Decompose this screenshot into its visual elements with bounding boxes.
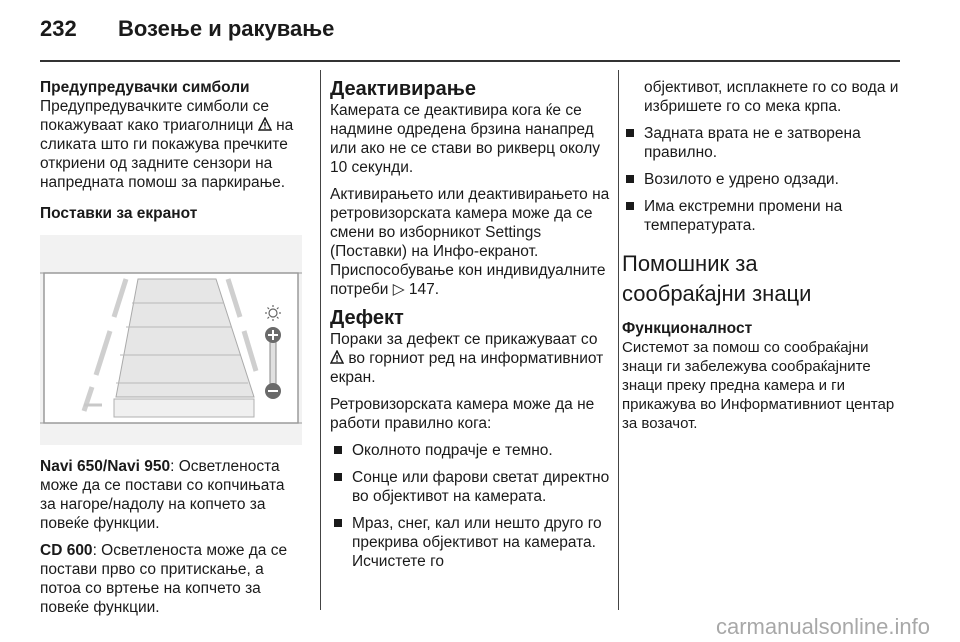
- square-bullet-icon: [626, 129, 634, 137]
- warning-symbols-heading: Предупредувачки симболи: [40, 79, 250, 96]
- functionality-text: Системот за помош со сообраќајни знаци ги забележува сообраќајните знаци преку предна камера и ги прикажува во Информативниот центар за возачот.: [622, 339, 895, 432]
- fault-text: Пораки за дефект се прикажуваат со во горниот ред на информативниот екран.: [330, 331, 604, 386]
- page-reference-arrow-icon: ▷: [392, 281, 405, 298]
- column-divider: [320, 70, 321, 610]
- square-bullet-icon: [334, 519, 342, 527]
- header-rule: [40, 60, 900, 62]
- page-number: 232: [40, 16, 77, 41]
- list-item: Сонце или фарови светат директно во објективот на камерата.: [330, 468, 610, 506]
- activation-text: Активирањето или деактивирањето на ретровизорската камера може да се смени во изборникот Settings (Поставки) на Инфо-екранот. Приспособување кон индивидуалните потреби ▷ 147.: [330, 186, 610, 298]
- rear-camera-display-graphic: [40, 235, 302, 445]
- page-header: [40, 12, 920, 52]
- section-title: Помошник за сообраќајни знаци: [622, 251, 812, 306]
- deactivation-heading: Деактивирање: [330, 78, 477, 100]
- column-2: [330, 78, 610, 579]
- fault-intro: Ретровизорската камера може да не работи правилно кога:: [330, 396, 595, 432]
- square-bullet-icon: [334, 473, 342, 481]
- page-reference-link[interactable]: 147.: [408, 281, 440, 298]
- list-item: Мраз, снег, кал или нешто друго го прекрива објективот на камерата. Исчистете го: [330, 514, 610, 571]
- watermark: carmanualsonline.info: [715, 614, 930, 639]
- fault-conditions-list: [330, 441, 610, 571]
- navi-brightness-text: Navi 650/Navi 950: Осветленоста може да се постави со копчињата за нагоре/надолу на копчето за повеќе функции.: [40, 458, 285, 532]
- page-title: Возење и ракување: [118, 16, 335, 41]
- continued-text: објективот, исплакнете го со вода и избришете го со мека крпа.: [644, 79, 899, 115]
- warning-triangle-icon: [258, 117, 272, 131]
- fault-conditions-list-continued: [622, 124, 912, 235]
- column-divider: [618, 70, 619, 610]
- column-1: [40, 78, 302, 625]
- functionality-heading: Функционалност: [622, 320, 753, 337]
- square-bullet-icon: [626, 175, 634, 183]
- list-item: Задната врата не е затворена правилно.: [622, 124, 912, 162]
- square-bullet-icon: [626, 202, 634, 210]
- list-item: Возилото е удрено одзади.: [622, 170, 912, 189]
- deactivation-text: Камерата се деактивира кога ќе се надмине одредена брзина нанапред или ако не се стави во рикверц околу 10 секунди.: [330, 102, 601, 176]
- warning-triangle-icon: [330, 350, 344, 364]
- warning-symbols-text: Предупредувачките симболи се покажуваат како триаголници на сликата што ги покажува пречките откриени од задните сензори на напредната помош за паркирање.: [40, 98, 294, 191]
- fault-heading: Дефект: [330, 307, 404, 329]
- list-item: Околното подрачје е темно.: [330, 441, 610, 460]
- screen-settings-heading: Поставки за екранот: [40, 205, 198, 222]
- cd-brightness-text: CD 600: Осветленоста може да се постави прво со притискање, а потоа со вртење на копчето за повеќе функции.: [40, 542, 288, 616]
- column-3: [622, 78, 912, 441]
- square-bullet-icon: [334, 446, 342, 454]
- list-item: Има екстремни промени на температурата.: [622, 197, 912, 235]
- camera-screen-illustration: [40, 235, 302, 445]
